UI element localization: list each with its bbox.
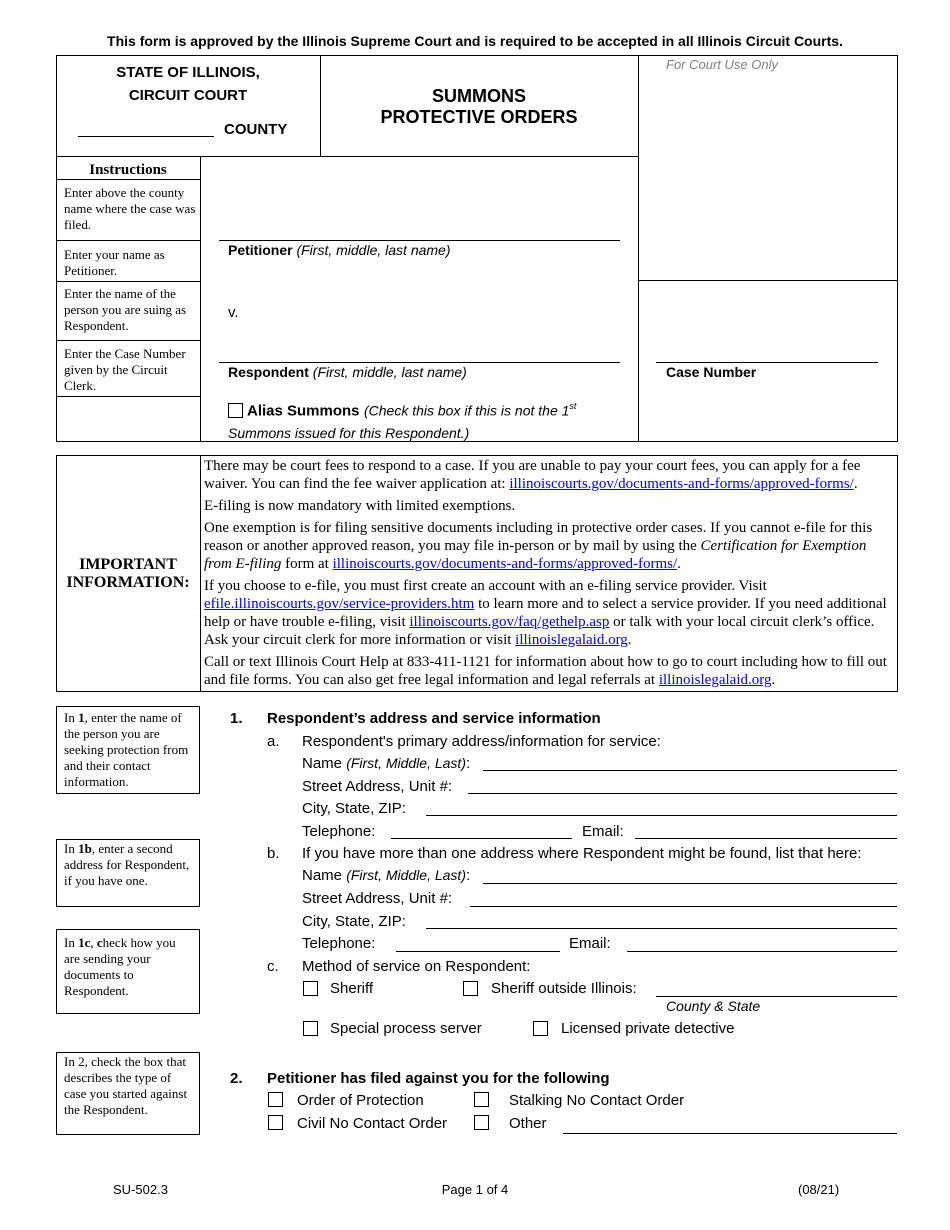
process-server-checkbox[interactable]: [303, 1021, 318, 1036]
note3-e: heck how you are sending your documents to Respondent.: [64, 935, 176, 998]
efile-text-b: to learn more and to select a service provider. If you need additional help or have trouble e-filing, visit: [204, 596, 887, 630]
state-line: STATE OF ILLINOIS,: [116, 64, 260, 81]
email-label-a: Email:: [582, 823, 624, 840]
petitioner-label: [228, 242, 451, 258]
service-providers-link[interactable]: efile.illinoiscourts.gov/service-providers.htm: [204, 596, 475, 612]
section2-title: Petitioner has filed against you for the following: [267, 1070, 610, 1087]
instruction-respondent: Enter the name of the person you are suing as Respondent.: [64, 286, 187, 333]
gethelp-link[interactable]: illinoiscourts.gov/faq/gethelp.asp: [409, 614, 610, 630]
section1-number: 1.: [230, 710, 243, 727]
instruction-case-number: Enter the Case Number given by the Circuit Clerk.: [64, 346, 186, 393]
city-input-a[interactable]: [426, 815, 897, 816]
civil-no-contact-label: Civil No Contact Order: [297, 1115, 448, 1132]
respondent-hint: (First, middle, last name): [312, 364, 467, 380]
note3-c: ,: [90, 935, 97, 950]
form-id: SU-502.3: [113, 1182, 168, 1197]
alias-hint-line2: Summons issued for this Respondent.): [228, 425, 470, 441]
street-input-a[interactable]: [468, 793, 897, 794]
instructions-heading: Instructions: [89, 162, 167, 178]
city-label-b: City, State, ZIP:: [302, 913, 406, 930]
phone-label-b: Telephone:: [302, 935, 376, 952]
divider: [200, 156, 201, 442]
street-label-a: Street Address, Unit #:: [302, 778, 453, 795]
name-label-text: Name: [302, 867, 343, 884]
note3-d: c: [96, 935, 103, 950]
note2-b: 1b: [78, 841, 92, 856]
city-input-b[interactable]: [426, 928, 897, 929]
name-hint: (First, Middle, Last): [346, 867, 466, 883]
alias-summons-label: [247, 401, 576, 420]
respondent-label-text: Respondent: [228, 364, 309, 380]
side-note-2: In 2, check the box that describes the type of case you started against the Respondent.: [56, 1052, 200, 1135]
name-label-b: Name (First, Middle, Last):: [302, 867, 471, 884]
county-state-input[interactable]: [656, 996, 897, 997]
county-state-hint: County & State: [666, 998, 761, 1014]
divider: [638, 55, 639, 442]
side-note-1c: [56, 929, 200, 1014]
efile-text-a: If you choose to e-file, you must first create an account with an e-filing service provider. Visit: [204, 578, 767, 594]
form-title: [320, 86, 638, 128]
note2-a: In: [64, 841, 79, 856]
other-input[interactable]: [563, 1133, 897, 1134]
section1b-letter: b.: [267, 845, 280, 862]
court-help-text: Call or text Illinois Court Help at 833-411-1121 for information about how to go to court including how to fill out and file forms. You can also get free legal information and legal referrals at: [204, 654, 887, 688]
name-hint: (First, Middle, Last): [346, 755, 466, 771]
stalking-label: Stalking No Contact Order: [509, 1092, 685, 1109]
side-note-1: [56, 706, 200, 794]
instruction-county: Enter above the county name where the case was filed.: [64, 185, 196, 232]
alias-hint: (Check this box if this is not the 1: [363, 402, 570, 419]
title-line1: SUMMONS: [432, 86, 526, 106]
street-label-b: Street Address, Unit #:: [302, 890, 453, 907]
divider: [56, 179, 201, 180]
side-note-1b: [56, 839, 200, 907]
title-line2: PROTECTIVE ORDERS: [380, 107, 578, 127]
petitioner-hint: (First, middle, last name): [296, 242, 451, 258]
street-input-b[interactable]: [470, 906, 897, 907]
email-input-a[interactable]: [635, 838, 897, 839]
civil-no-contact-checkbox[interactable]: [268, 1115, 283, 1130]
phone-input-a[interactable]: [391, 838, 572, 839]
county-name-field[interactable]: [78, 136, 214, 137]
stalking-checkbox[interactable]: [474, 1092, 489, 1107]
important-info-text: [204, 457, 892, 693]
note2-c: , enter a second address for Respondent, if you have one.: [64, 841, 190, 888]
county-label: COUNTY: [224, 121, 288, 138]
important-label-line2: INFORMATION:: [66, 574, 190, 591]
detective-checkbox[interactable]: [533, 1021, 548, 1036]
fee-waiver-paragraph: There may be court fees to respond to a case. If you are unable to pay your court fees, you can apply for a fee waiver. You can find the fee waiver application at: illinoiscourts.gov/documents-and-forms/approved-forms/.: [204, 458, 861, 492]
order-protection-checkbox[interactable]: [268, 1092, 283, 1107]
section1-title: Respondent’s address and service information: [267, 710, 601, 727]
court-use-label: For Court Use Only: [666, 57, 778, 72]
email-input-b[interactable]: [627, 951, 897, 952]
divider: [56, 396, 201, 397]
sheriff-outside-label: Sheriff outside Illinois:: [491, 980, 637, 997]
section1c-text: Method of service on Respondent:: [302, 958, 531, 975]
respondent-label: [228, 364, 467, 380]
efiling-mandatory-paragraph: E-filing is now mandatory with limited exemptions.: [204, 498, 516, 514]
process-server-label: Special process server: [330, 1020, 482, 1037]
other-checkbox[interactable]: [474, 1115, 489, 1130]
section1b-text: If you have more than one address where Respondent might be found, list that here:: [302, 845, 862, 862]
sheriff-checkbox[interactable]: [303, 981, 318, 996]
note1-a: In: [64, 710, 79, 725]
legal-aid-link[interactable]: illinoislegalaid.org: [515, 632, 628, 648]
sheriff-outside-checkbox[interactable]: [463, 981, 478, 996]
divider: [56, 156, 639, 157]
email-label-b: Email:: [569, 935, 611, 952]
circuit-court-line: CIRCUIT COURT: [128, 87, 248, 104]
city-label-a: City, State, ZIP:: [302, 800, 406, 817]
other-label: Other: [509, 1115, 547, 1132]
exemption-text-a: One exemption is for filing sensitive documents including in protective order cases. If you cannot e-file for this reason or another approved reason, you may file in-person or by mail by using the: [204, 520, 873, 554]
note1-c: , enter the name of the person you are seeking protection from and their contact information.: [64, 710, 189, 789]
note1-b: 1: [78, 710, 85, 725]
section2-number: 2.: [230, 1070, 243, 1087]
exemption-paragraph: One exemption is for filing sensitive documents including in protective order cases. If you cannot e-file for this reason or another approved reason, you may file in-person or by mail by using the Certification for Exemption from E-filing form at illinoiscourts.gov/documents-and-forms/approved-forms/.: [204, 520, 873, 572]
divider: [56, 281, 201, 282]
divider: [638, 280, 898, 281]
alias-label-text: Alias Summons: [247, 402, 360, 420]
efile-account-paragraph: If you choose to e-file, you must first create an account with an e-filing service provider. Visit efile.illinoiscourts.gov/service-providers.htm to learn more and to select a service provider. If you need additional help or have trouble e-filing, visit illinoiscourts.gov/faq/gethelp.asp or talk with your local circuit clerk’s office. Ask your circuit clerk for more information or visit illinoislegalaid.org.: [204, 578, 887, 648]
approved-forms-link-2[interactable]: illinoiscourts.gov/documents-and-forms/approved-forms/: [332, 556, 678, 572]
respondent-name-field[interactable]: [219, 362, 620, 363]
approved-forms-link[interactable]: illinoiscourts.gov/documents-and-forms/approved-forms/: [509, 476, 854, 492]
detective-label: Licensed private detective: [561, 1020, 735, 1037]
legal-aid-link-2[interactable]: illinoislegalaid.org: [658, 672, 772, 688]
divider: [56, 340, 201, 341]
alias-summons-checkbox[interactable]: [228, 403, 243, 418]
section1c-letter: c.: [267, 958, 279, 975]
name-label-text: Name: [302, 755, 343, 772]
divider: [56, 240, 201, 241]
respondent-name-input-a[interactable]: [483, 770, 897, 771]
page-number: Page 1 of 4: [441, 1182, 509, 1197]
instruction-petitioner: Enter your name as Petitioner.: [64, 247, 165, 278]
section1a-text: Respondent's primary address/information for service:: [302, 733, 661, 750]
fee-waiver-text: There may be court fees to respond to a case. If you are unable to pay your court fees, you can apply for a fee waiver. You can find the fee waiver application at:: [204, 458, 861, 492]
section1a-letter: a.: [267, 733, 280, 750]
order-protection-label: Order of Protection: [297, 1092, 424, 1109]
exemption-text-b: form at: [281, 556, 333, 572]
divider: [200, 455, 201, 692]
court-help-paragraph: Call or text Illinois Court Help at 833-411-1121 for information about how to go to court including how to fill out and file forms. You can also get free legal information and legal referrals at illinoislegalaid.org.: [204, 654, 887, 688]
important-label: [56, 556, 200, 592]
name-label-a: Name (First, Middle, Last):: [302, 755, 471, 772]
approval-note: This form is approved by the Illinois Supreme Court and is required to be accepted in all Illinois Circuit Courts.: [107, 33, 843, 49]
case-number-field[interactable]: [656, 362, 878, 363]
important-label-line1: IMPORTANT: [79, 556, 177, 573]
note3-b: 1c: [78, 935, 91, 950]
alias-hint-sup: st: [569, 401, 577, 411]
note3-a: In: [64, 935, 79, 950]
petitioner-name-field[interactable]: [219, 240, 620, 241]
sheriff-label: Sheriff: [330, 980, 374, 997]
versus: v.: [228, 304, 239, 321]
court-name: [56, 61, 320, 107]
phone-label-a: Telephone:: [302, 823, 376, 840]
exemption-form-name: Certification for Exemption from E-filing: [204, 538, 867, 572]
petitioner-label-text: Petitioner: [228, 242, 293, 258]
form-date: (08/21): [798, 1182, 840, 1197]
respondent-name-input-b[interactable]: [483, 883, 897, 884]
efile-text-c: or talk with your local circuit clerk’s office. Ask your circuit clerk for more information or visit: [204, 614, 875, 648]
case-number-label: Case Number: [666, 364, 757, 380]
phone-input-b[interactable]: [396, 951, 560, 952]
